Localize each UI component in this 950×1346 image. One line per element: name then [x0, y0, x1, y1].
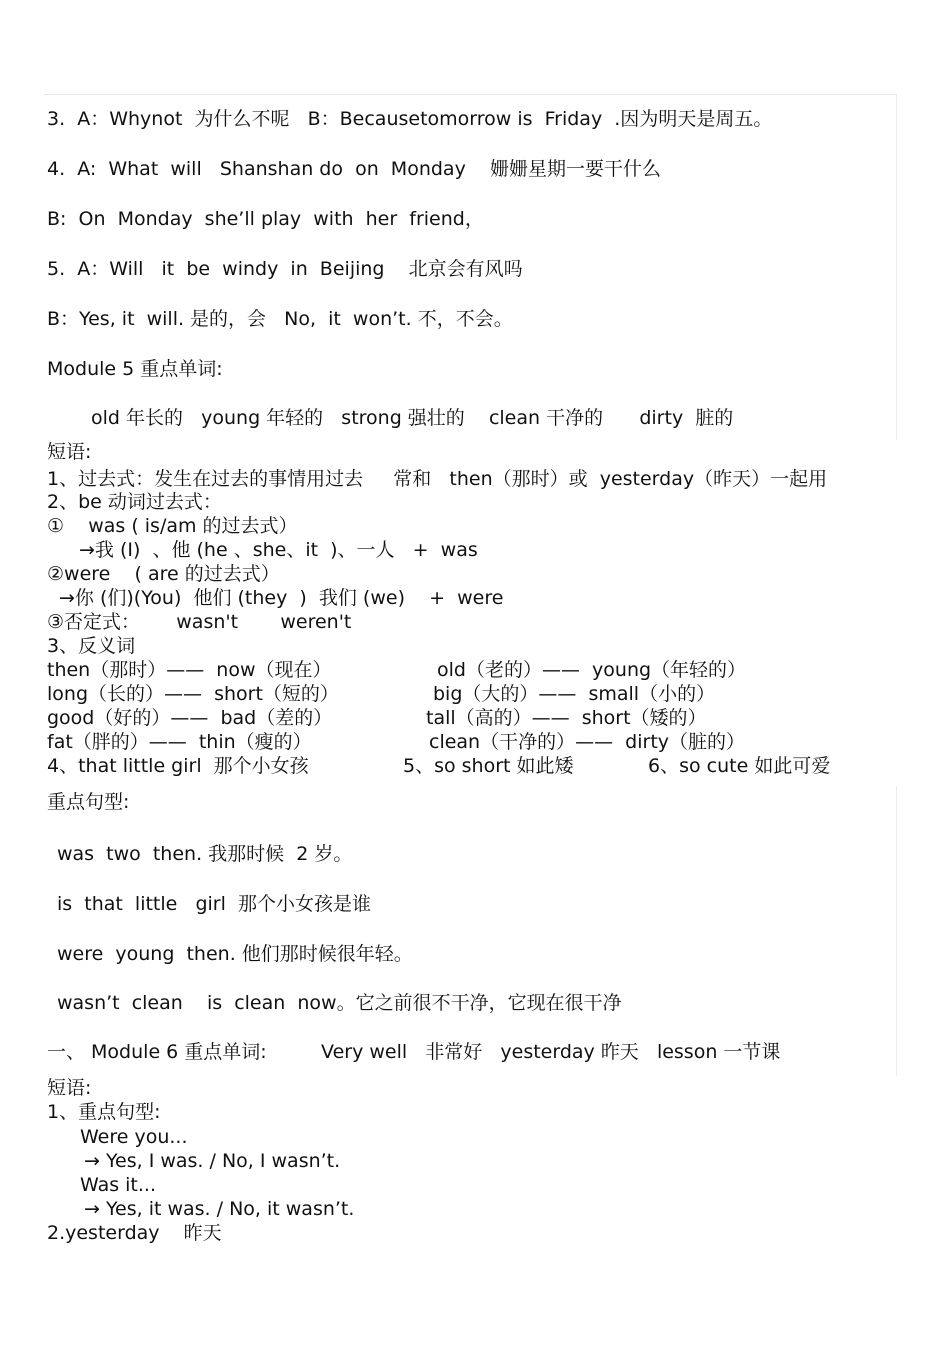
- antonym-right-4: clean（干净的）—— dirty（脏的）: [429, 731, 746, 753]
- phrase-item-4: 4、that little girl 那个小女孩: [47, 755, 309, 777]
- text-line-l02: 4. A: What will Shanshan do on Monday 姗姗星期一要干什么: [47, 158, 661, 180]
- phrase-item-6: 6、so cute 如此可爱: [648, 755, 831, 777]
- text-line-l15: ③否定式： wasn't weren't: [47, 611, 352, 633]
- antonym-left-2: long（长的）—— short（短的）: [47, 683, 339, 705]
- antonym-right-2: big（大的）—— small（小的）: [433, 683, 716, 705]
- antonym-left-1: then（那时）—— now（现在）: [47, 659, 332, 681]
- text-line-l14: →你 (们)(You) 他们 (they ) 我们 (we) + were: [59, 587, 504, 609]
- section-heading-phrases: 短语:: [47, 441, 92, 463]
- text-line-l26: wasn’t clean is clean now。它之前很不干净，它现在很干净: [57, 992, 622, 1014]
- text-line-l13: ②were ( are 的过去式）: [47, 563, 280, 585]
- text-line-l25: were young then. 他们那时候很年轻。: [57, 943, 413, 965]
- text-line-l07: old 年长的 young 年轻的 strong 强壮的 clean 干净的 dirty 脏的: [91, 407, 734, 429]
- text-line-l34: 2.yesterday 昨天: [47, 1222, 222, 1244]
- antonym-right-3: tall（高的）—— short（矮的）: [426, 707, 707, 729]
- section-heading-key-sentences: 重点句型:: [47, 791, 130, 813]
- text-line-l30: Were you...: [80, 1126, 188, 1148]
- text-line-l04: 5. A：Will it be windy in Beijing 北京会有风吗: [47, 258, 523, 280]
- text-line-l24: is that little girl 那个小女孩是谁: [57, 893, 371, 915]
- text-line-l11: ① was ( is/am 的过去式）: [47, 515, 298, 537]
- text-line-l23: was two then. 我那时候 2 岁。: [57, 843, 353, 865]
- text-line-l29: 1、重点句型:: [47, 1101, 161, 1123]
- section-heading-module6: 一、 Module 6 重点单词: Very well 非常好 yesterday 昨天 lesson 一节课: [47, 1041, 781, 1063]
- top-rule: [44, 94, 897, 95]
- text-line-l05: B：Yes, it will. 是的，会 No, it won’t. 不，不会。: [47, 308, 513, 330]
- phrase-item-5: 5、so short 如此矮: [403, 755, 574, 777]
- section-heading-phrases-2: 短语:: [47, 1077, 92, 1099]
- text-line-l16: 3、反义词: [47, 635, 136, 657]
- antonym-right-1: old（老的）—— young（年轻的）: [437, 659, 747, 681]
- right-rule-1: [896, 94, 897, 440]
- antonym-left-4: fat（胖的）—— thin（瘦的）: [47, 731, 312, 753]
- text-line-l12: →我 (I) 、他 (he 、she、it )、一人 + was: [79, 539, 478, 561]
- text-line-l32: Was it...: [80, 1174, 156, 1196]
- text-line-l31: → Yes, I was. / No, I wasn’t.: [84, 1150, 341, 1172]
- section-heading-module5: Module 5 重点单词:: [47, 358, 223, 380]
- text-line-l09: 1、过去式：发生在过去的事情用过去 常和 then（那时）或 yesterday（昨天）一起用: [47, 468, 828, 490]
- antonym-left-3: good（好的）—— bad（差的）: [47, 707, 333, 729]
- text-line-l03: B: On Monday she’ll play with her friend，: [47, 208, 484, 230]
- right-rule-2: [896, 786, 897, 1076]
- text-line-l01: 3. A：Whynot 为什么不呢 B：Becausetomorrow is Friday .因为明天是周五。: [47, 108, 773, 130]
- text-line-l33: → Yes, it was. / No, it wasn’t.: [84, 1198, 355, 1220]
- text-line-l10: 2、be 动词过去式：: [47, 491, 222, 513]
